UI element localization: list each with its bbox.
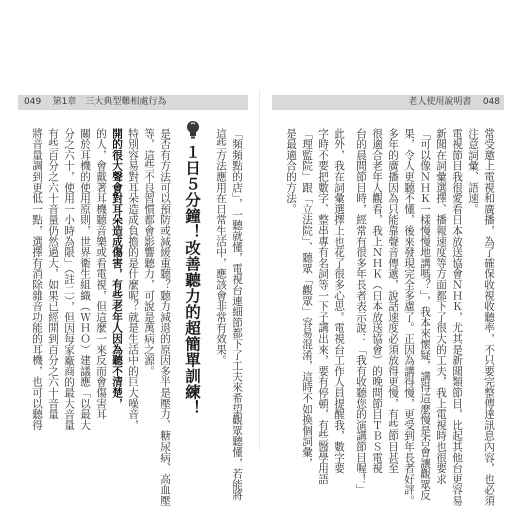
right-page-number: 048 (482, 97, 500, 107)
text-column: 注意詞彙、語速。 (467, 128, 479, 215)
page-spine (259, 90, 260, 450)
text-column-bold: 開的很大聲會對耳朵造成傷害，有些老年人因為聽不清楚， (111, 128, 123, 409)
section-heading: １日５分鐘！改善聽力的超簡單訓練！ (183, 144, 201, 416)
left-page-body (22, 128, 244, 506)
right-book-title: 老人使用說明書 (408, 97, 472, 107)
text-column: 此外，我在詞彙選擇上也花了很多心思。電視台工作人員提醒我，數字要 (333, 128, 345, 474)
text-column: 是最適合的方法。 (285, 128, 297, 215)
text-column: 很適合老年人觀看，我上ＮＨＫ（日本放送協會）的晚間節目ＴＢＳ電視 (371, 128, 383, 474)
text-column: 常受邀上電視和廣播，為了確保收視收聽率，不只要完整傳達訊息內容，也必須 (483, 128, 495, 506)
text-column: 分之六十，使用一小時為限」（註二），但因每家廠商的最大音量 (63, 128, 75, 431)
text-column: 台的晨間節目時，經常有很多年長者表示說：「我有收聽您的演講節目喔！」 (355, 128, 367, 496)
text-column: 「可以像ＮＨＫ一樣慢慢地講嗎？」，我本來懷疑，講得這麼慢是否會讓觀眾反 (419, 128, 431, 501)
lightbulb-icon (186, 120, 200, 140)
left-chapter-title: 第1章 三大典型難相處行為 (52, 97, 167, 107)
right-header (408, 96, 500, 109)
text-column: 多年的廣播因為只能靠聲音傳遞，說話速度必須放得更慢，有些節目甚至 (387, 128, 399, 474)
text-column: 果，令人更聽不懂，後來發現完全多慮了。正因為講得慢，更受到年長者好評。 (403, 128, 415, 506)
text-column: 電視節目我很愛看日本放送協會ＮＨＫ，尤其是新聞類節目，比起其他台更容易 (451, 128, 463, 506)
text-column: 「頻頻點的店」，一聽就懂，電視台連細節都下了工夫來希望觀眾聽懂，若能將 (231, 128, 243, 501)
text-column: 關於耳機的使用原則，世界衛生組織（ＷＨＯ）建議應「以最大 (79, 128, 91, 431)
text-column: 字時不要把數字、整串專有名詞等一下子講出來，要有停頓，有些醫學用語 (317, 128, 329, 485)
text-column: 將音量調到更低一點，選擇有消除雜音功能的耳機，也可以聽得 (31, 128, 43, 431)
text-column: 有些百分之六十音量仍然過大，如果已經開到百分之六十音量 (47, 128, 59, 420)
text-column: 特別容易對耳朵造成負擔的是什麼呢？就是生活中的巨大噪音， (127, 128, 139, 431)
right-page-body (282, 128, 496, 506)
text-column: 的人，會戴著耳機聽音樂或看電視，但這麼一來反而會傷害耳 (95, 128, 107, 420)
left-header (24, 96, 166, 109)
text-column: 這些方法應用在日常生活中，應該會非常有效果。 (215, 128, 227, 366)
text-column: 「理監院」跟「立法院」、聽眾「觀眾」容易混淆，這時不如換個詞彙， (301, 128, 313, 469)
text-column: 是否有方法可以預防或減緩重聽？聽力減退的原因多半是壓力、糖尿病、高血壓 (159, 128, 171, 506)
text-column: 等，這些不良習慣都會影響聽力，可說是萬病之源。 (143, 128, 155, 377)
text-column: 新聞在詞彙選擇、播報速度等方面都下了很大的工夫，我上電視時也很要求 (435, 128, 447, 485)
left-page-number: 049 (24, 97, 42, 107)
